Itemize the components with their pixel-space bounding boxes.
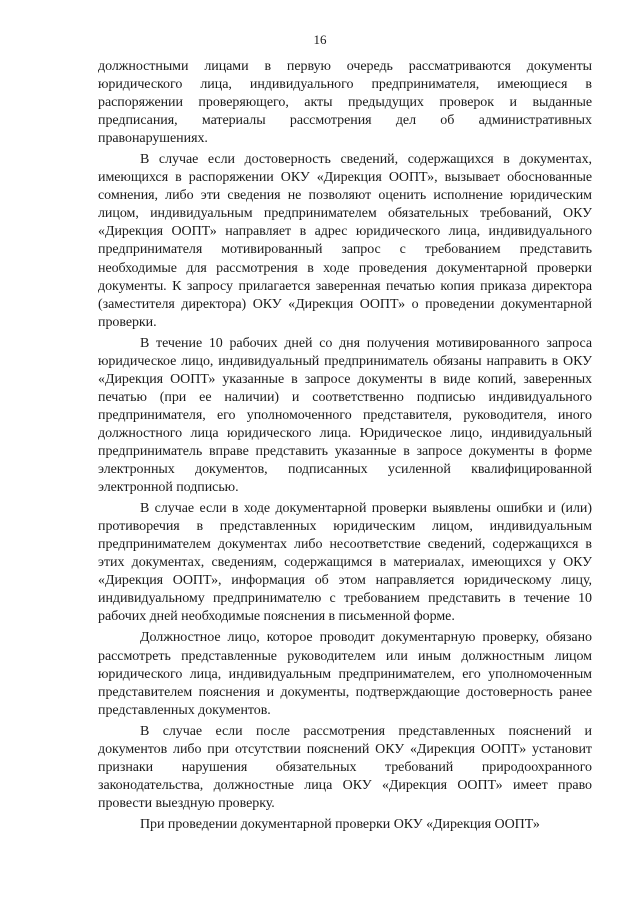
paragraph-continuation: должностными лицами в первую очередь рассматриваются документы юридического лица, индивидуального предпринимателя, имеющиеся в распоряжении проверяющего, акты предыдущих проверок и выданные предписания, материалы рассмотрения дел об административных правонарушениях.: [98, 59, 592, 147]
paragraph-onsite-inspection: В случае если после рассмотрения представленных пояснений и документов либо при отсутствии пояснений ОКУ «Дирекция ООПТ» установит признаки нарушения обязательных требований природоохранного законодательства, должностные лица ОКУ «Дирекция ООПТ» имеет право провести выездную проверку.: [98, 723, 592, 811]
paragraph-official-review: Должностное лицо, которое проводит документарную проверку, обязано рассмотреть представленные руководителем или иным должностным лицом юридического лица, индивидуальным предпринимателем, его уполномоченным представителем пояснения и документы, подтверждающие достоверность ранее представленных документов.: [98, 630, 592, 718]
paragraph-errors-found: В случае если в ходе документарной проверки выявлены ошибки и (или) противоречия в представленных юридическим лицом, индивидуальным предпринимателем документах либо несоответствие сведений, содержащихся в этих документах, сведениям, содержащимся в материалах, имеющихся у ОКУ «Дирекция ООПТ», информация об этом направляется юридическому лицу, индивидуальному предпринимателю с требованием представить в течение 10 рабочих дней необходимые пояснения в письменной форме.: [98, 501, 592, 625]
paragraph-final-line: При проведении документарной проверки ОКУ «Дирекция ООПТ»: [140, 816, 540, 832]
paragraph-document-reliability: В случае если достоверность сведений, содержащихся в документах, имеющихся в распоряжении ОКУ «Дирекция ООПТ», вызывает обоснованные сомнения, либо эти сведения не позволяют оценить исполнение юридическим лицом, индивидуальным предпринимателем обязательных требований, ОКУ «Дирекция ООПТ» направляет в адрес юридического лица, индивидуального предпринимателя мотивированный запрос с требованием представить необходимые для рассмотрения в ходе проведения документарной проверки документы. К запросу прилагается заверенная печатью копия приказа директора (заместителя директора) ОКУ «Дирекция ООПТ» о проведении документарной проверки.: [98, 152, 592, 330]
page-number: 16: [313, 32, 327, 47]
document-body: [98, 58, 592, 837]
paragraph-response-deadline: В течение 10 рабочих дней со дня получения мотивированного запроса юридическое лицо, индивидуальный предприниматель обязаны направить в ОКУ «Дирекция ООПТ» указанные в запросе документы в виде копий, заверенных печатью (при ее наличии) и соответственно подписью индивидуального предпринимателя, его уполномоченного представителя, руководителя, иного должностного лица юридического лица. Юридическое лицо, индивидуальный предприниматель вправе представить указанные в запросе документы в форме электронных документов, подписанных усиленной квалифицированной электронной подписью.: [98, 335, 592, 496]
